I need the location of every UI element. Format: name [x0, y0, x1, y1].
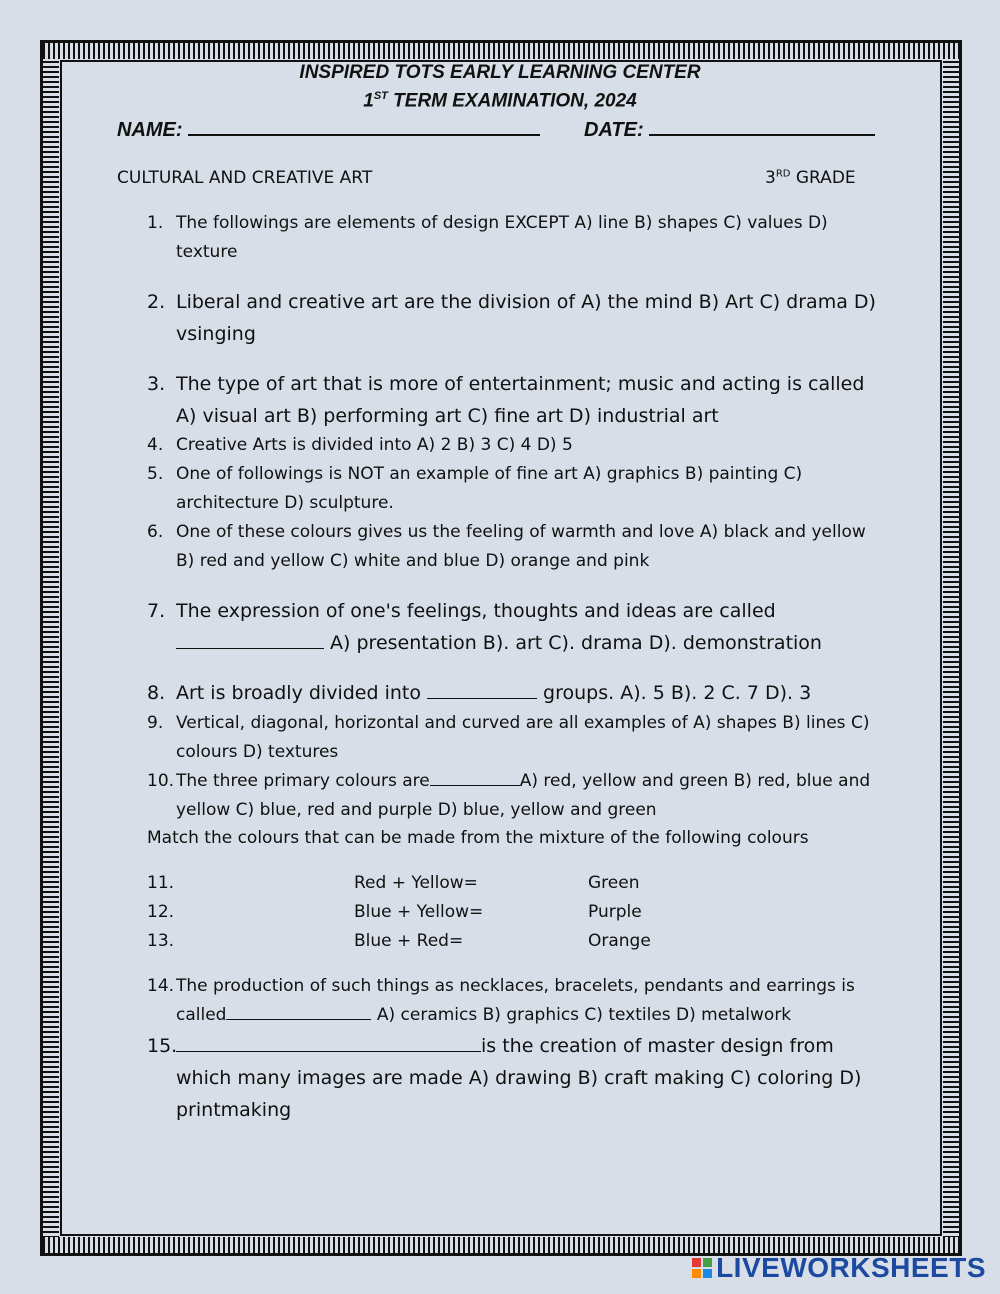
- match-number-13: 13.: [147, 931, 175, 951]
- question-9: 9. Vertical, diagonal, horizontal and curved are all examples of A) shapes B) lines C) colours D) textures: [147, 713, 870, 762]
- match-left-12: Blue + Yellow=: [354, 902, 484, 922]
- grade-label: 3RD GRADE: [765, 168, 856, 188]
- match-left-11: Red + Yellow=: [354, 873, 478, 893]
- match-left-13: Blue + Red=: [354, 931, 464, 951]
- match-right-13[interactable]: Orange: [588, 931, 651, 951]
- subject-title: CULTURAL AND CREATIVE ART: [117, 168, 373, 188]
- name-field: [117, 118, 540, 142]
- match-right-12[interactable]: Purple: [588, 902, 642, 922]
- exam-title: 1ST TERM EXAMINATION, 2024: [363, 90, 637, 112]
- question-5: 5. One of followings is NOT an example of fine art A) graphics B) painting C) architecture D) sculpture.: [147, 464, 803, 513]
- school-name: INSPIRED TOTS EARLY LEARNING CENTER: [299, 62, 701, 83]
- date-label: DATE:: [584, 119, 644, 141]
- date-field: [584, 118, 875, 142]
- question-14: 14. The production of such things as necklaces, bracelets, pendants and earrings is called A) ceramics B) graphics C) textiles D) metalwork: [147, 976, 855, 1025]
- question-4: 4. Creative Arts is divided into A) 2 B) 3 C) 4 D) 5: [147, 435, 573, 455]
- answer-blank-15[interactable]: [176, 1037, 481, 1052]
- answer-blank-8[interactable]: [427, 684, 537, 699]
- question-15: 15. is the creation of master design from which many images are made A) drawing B) craft making C) coloring D) printmaking: [147, 1035, 862, 1121]
- question-3: 3. The type of art that is more of entertainment; music and acting is called A) visual art B) performing art C) fine art D) industrial art: [147, 373, 865, 427]
- match-number-12: 12.: [147, 902, 175, 922]
- answer-blank-14[interactable]: [226, 1005, 371, 1020]
- question-8: 8. Art is broadly divided into groups. A). 5 B). 2 C. 7 D). 3: [147, 682, 812, 704]
- match-instruction: Match the colours that can be made from the mixture of the following colours: [147, 828, 809, 848]
- answer-blank-7[interactable]: [176, 634, 324, 649]
- name-line[interactable]: [188, 118, 540, 136]
- question-10: 10. The three primary colours are A) red, yellow and green B) red, blue and yellow C) blue, red and purple D) blue, yellow and green: [147, 771, 871, 820]
- liveworksheets-watermark: [692, 1252, 986, 1284]
- match-right-11[interactable]: Green: [588, 873, 640, 893]
- name-label: NAME:: [117, 119, 183, 141]
- question-2: 2. Liberal and creative art are the division of A) the mind B) Art C) drama D) vsinging: [147, 291, 876, 345]
- date-line[interactable]: [649, 118, 875, 136]
- match-number-11: 11.: [147, 873, 175, 893]
- answer-blank-10[interactable]: [430, 771, 520, 786]
- question-7: 7. The expression of one's feelings, thoughts and ideas are called A) presentation B). art C). drama D). demonstration: [147, 600, 822, 654]
- question-6: 6. One of these colours gives us the feeling of warmth and love A) black and yellow B) red and yellow C) white and blue D) orange and pink: [147, 522, 866, 571]
- liveworksheets-logo-icon: [692, 1258, 712, 1278]
- watermark-text: LIVEWORKSHEETS: [716, 1252, 986, 1283]
- question-1: 1. The followings are elements of design EXCEPT A) line B) shapes C) values D) texture: [147, 213, 828, 262]
